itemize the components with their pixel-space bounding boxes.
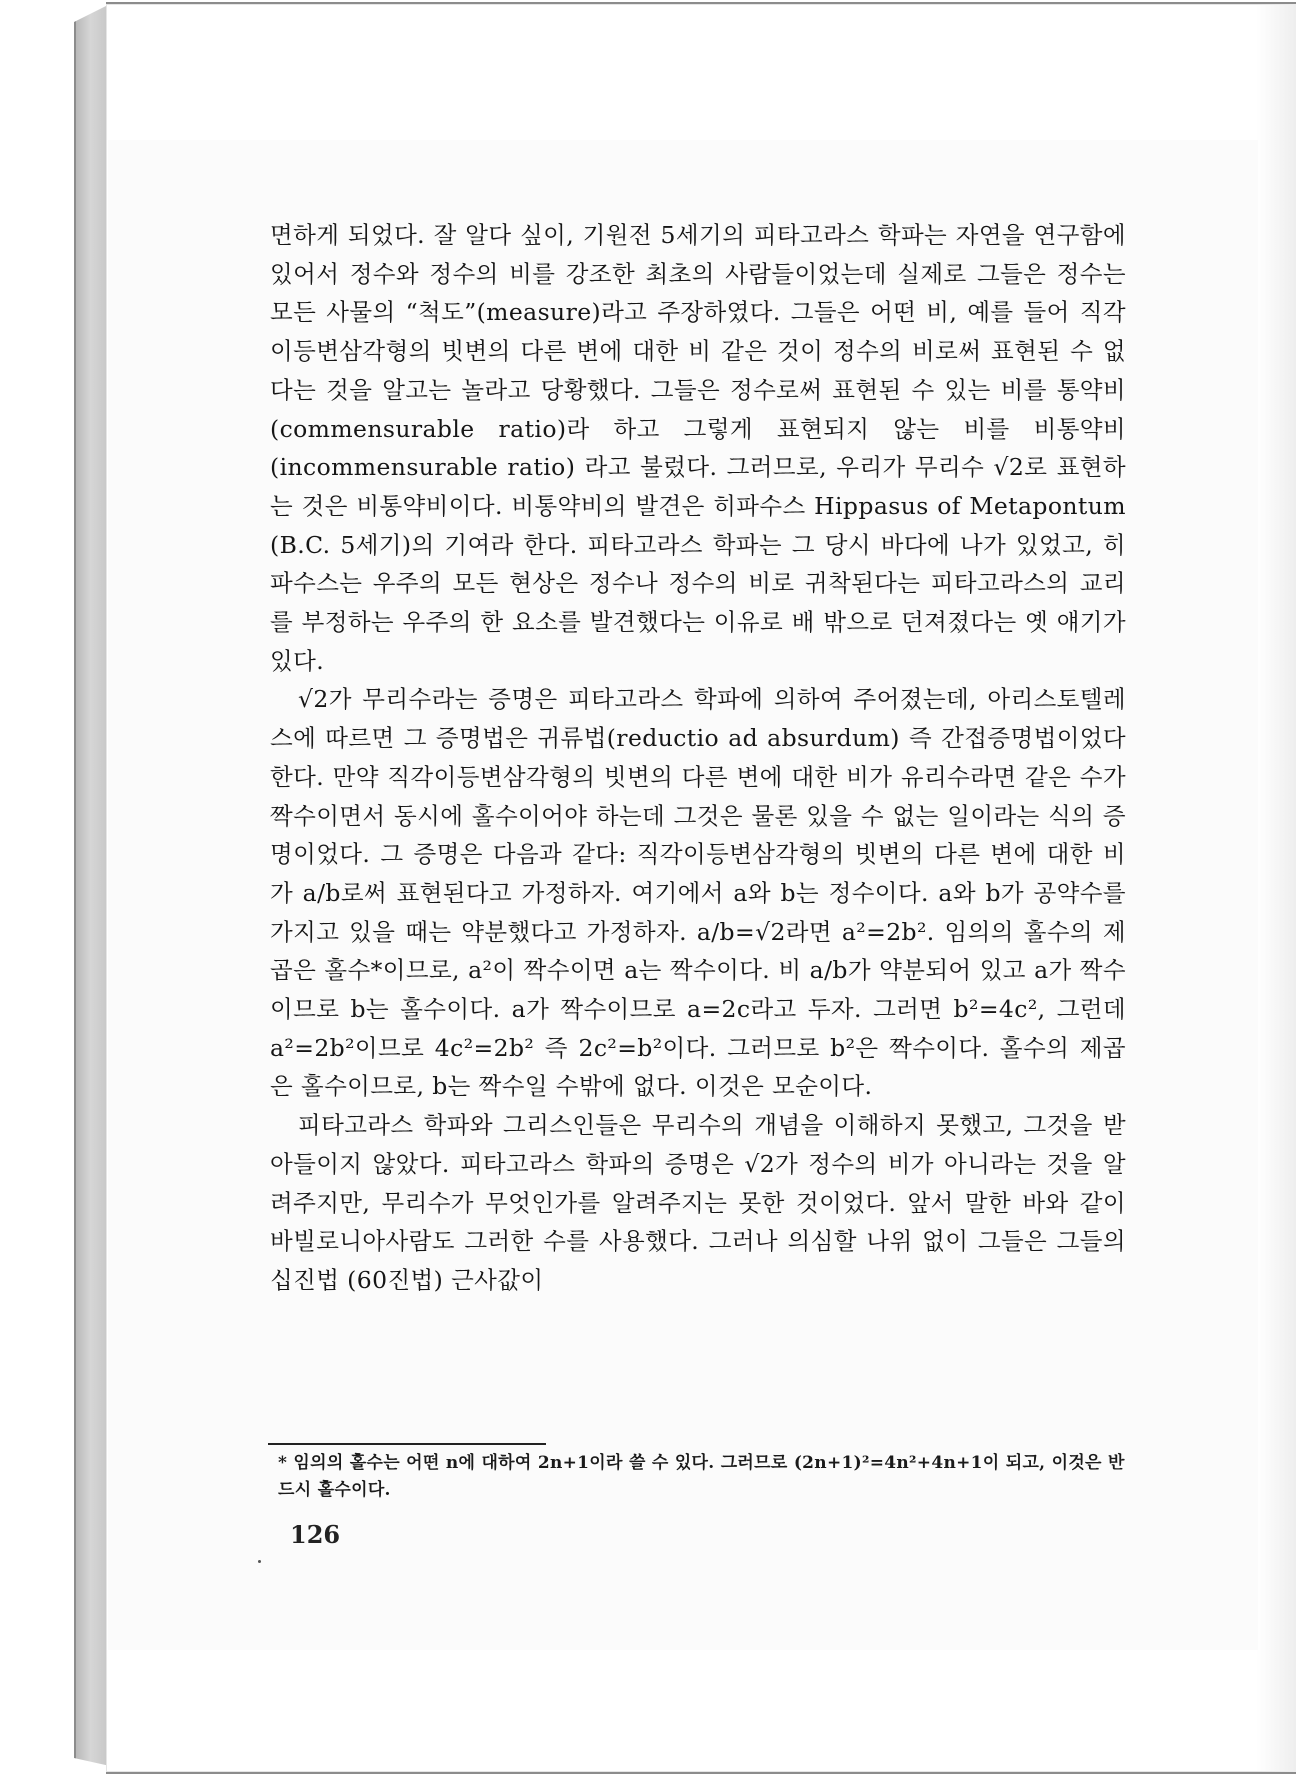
footnote-rule <box>268 1443 546 1445</box>
paragraph-3: 피타고라스 학파와 그리스인들은 무리수의 개념을 이해하지 못했고, 그것을 받아들이지 않았다. 피타고라스 학파의 증명은 √2가 정수의 비가 아니라는 것을 알려주지만, 무리수가 무엇인가를 알려주지는 못한 것이었다. 앞서 말한 바와 같이 바빌로니아사람도 그러한 수를 사용했다. 그러나 의심할 나위 없이 그들은 그들의 십진법 (60진법) 근사값이 <box>270 1111 1126 1294</box>
page-edge-shade <box>1256 4 1296 1772</box>
book-spine <box>74 4 110 1766</box>
scan-speck <box>258 1560 261 1563</box>
paragraph-1: 면하게 되었다. 잘 알다 싶이, 기원전 5세기의 피타고라스 학파는 자연을 연구함에 있어서 정수와 정수의 비를 강조한 최초의 사람들이었는데 실제로 그들은 정수는 모든 사물의 “척도”(measure)라고 주장하였다. 그들은 어떤 비, 예를 들어 직각이등변삼각형의 빗변의 다른 변에 대한 비 같은 것이 정수의 비로써 표현된 수 없다는 것을 알고는 놀라고 당황했다. 그들은 정수로써 표현된 수 있는 비를 통약비 (commensurable ratio)라 하고 그렇게 표현되지 않는 비를 비통약비 (incommensurable ratio) 라고 불렀다. 그러므로, 우리가 무리수 √2로 표현하는 것은 비통약비이다. 비통약비의 발견은 히파수스 Hippasus of Metapontum (B.C. 5세기)의 기여라 한다. 피타고라스 학파는 그 당시 바다에 나가 있었고, 히파수스는 우주의 모든 현상은 정수나 정수의 비로 귀착된다는 피타고라스의 교리를 부정하는 우주의 한 요소를 발견했다는 이유로 배 밖으로 던져졌다는 옛 얘기가 있다. <box>270 221 1126 675</box>
page-number: 126 <box>290 1520 341 1549</box>
footnote: * 임의의 홀수는 어떤 n에 대하여 2n+1이라 쓸 수 있다. 그러므로 (2n+1)²=4n²+4n+1이 되고, 이것은 반드시 홀수이다. <box>278 1453 1125 1500</box>
body-text <box>270 216 1126 1300</box>
paragraph-2: √2가 무리수라는 증명은 피타고라스 학파에 의하여 주어졌는데, 아리스토텔레스에 따르면 그 증명법은 귀류법(reductio ad absurdum) 즉 간접증명법이었다 한다. 만약 직각이등변삼각형의 빗변의 다른 변에 대한 비가 유리수라면 같은 수가 짝수이면서 동시에 홀수이어야 하는데 그것은 물론 있을 수 없는 일이라는 식의 증명이었다. 그 증명은 다음과 같다: 직각이등변삼각형의 빗변의 다른 변에 대한 비가 a/b로써 표현된다고 가정하자. 여기에서 a와 b는 정수이다. a와 b가 공약수를 가지고 있을 때는 약분했다고 가정하자. a/b=√2라면 a²=2b². 임의의 홀수의 제곱은 홀수*이므로, a²이 짝수이면 a는 짝수이다. 비 a/b가 약분되어 있고 a가 짝수이므로 b는 홀수이다. a가 짝수이므로 a=2c라고 두자. 그러면 b²=4c², 그런데 a²=2b²이므로 4c²=2b² 즉 2c²=b²이다. 그러므로 b²은 짝수이다. 홀수의 제곱은 홀수이므로, b는 짝수일 수밖에 없다. 이것은 모순이다. <box>270 685 1126 1101</box>
